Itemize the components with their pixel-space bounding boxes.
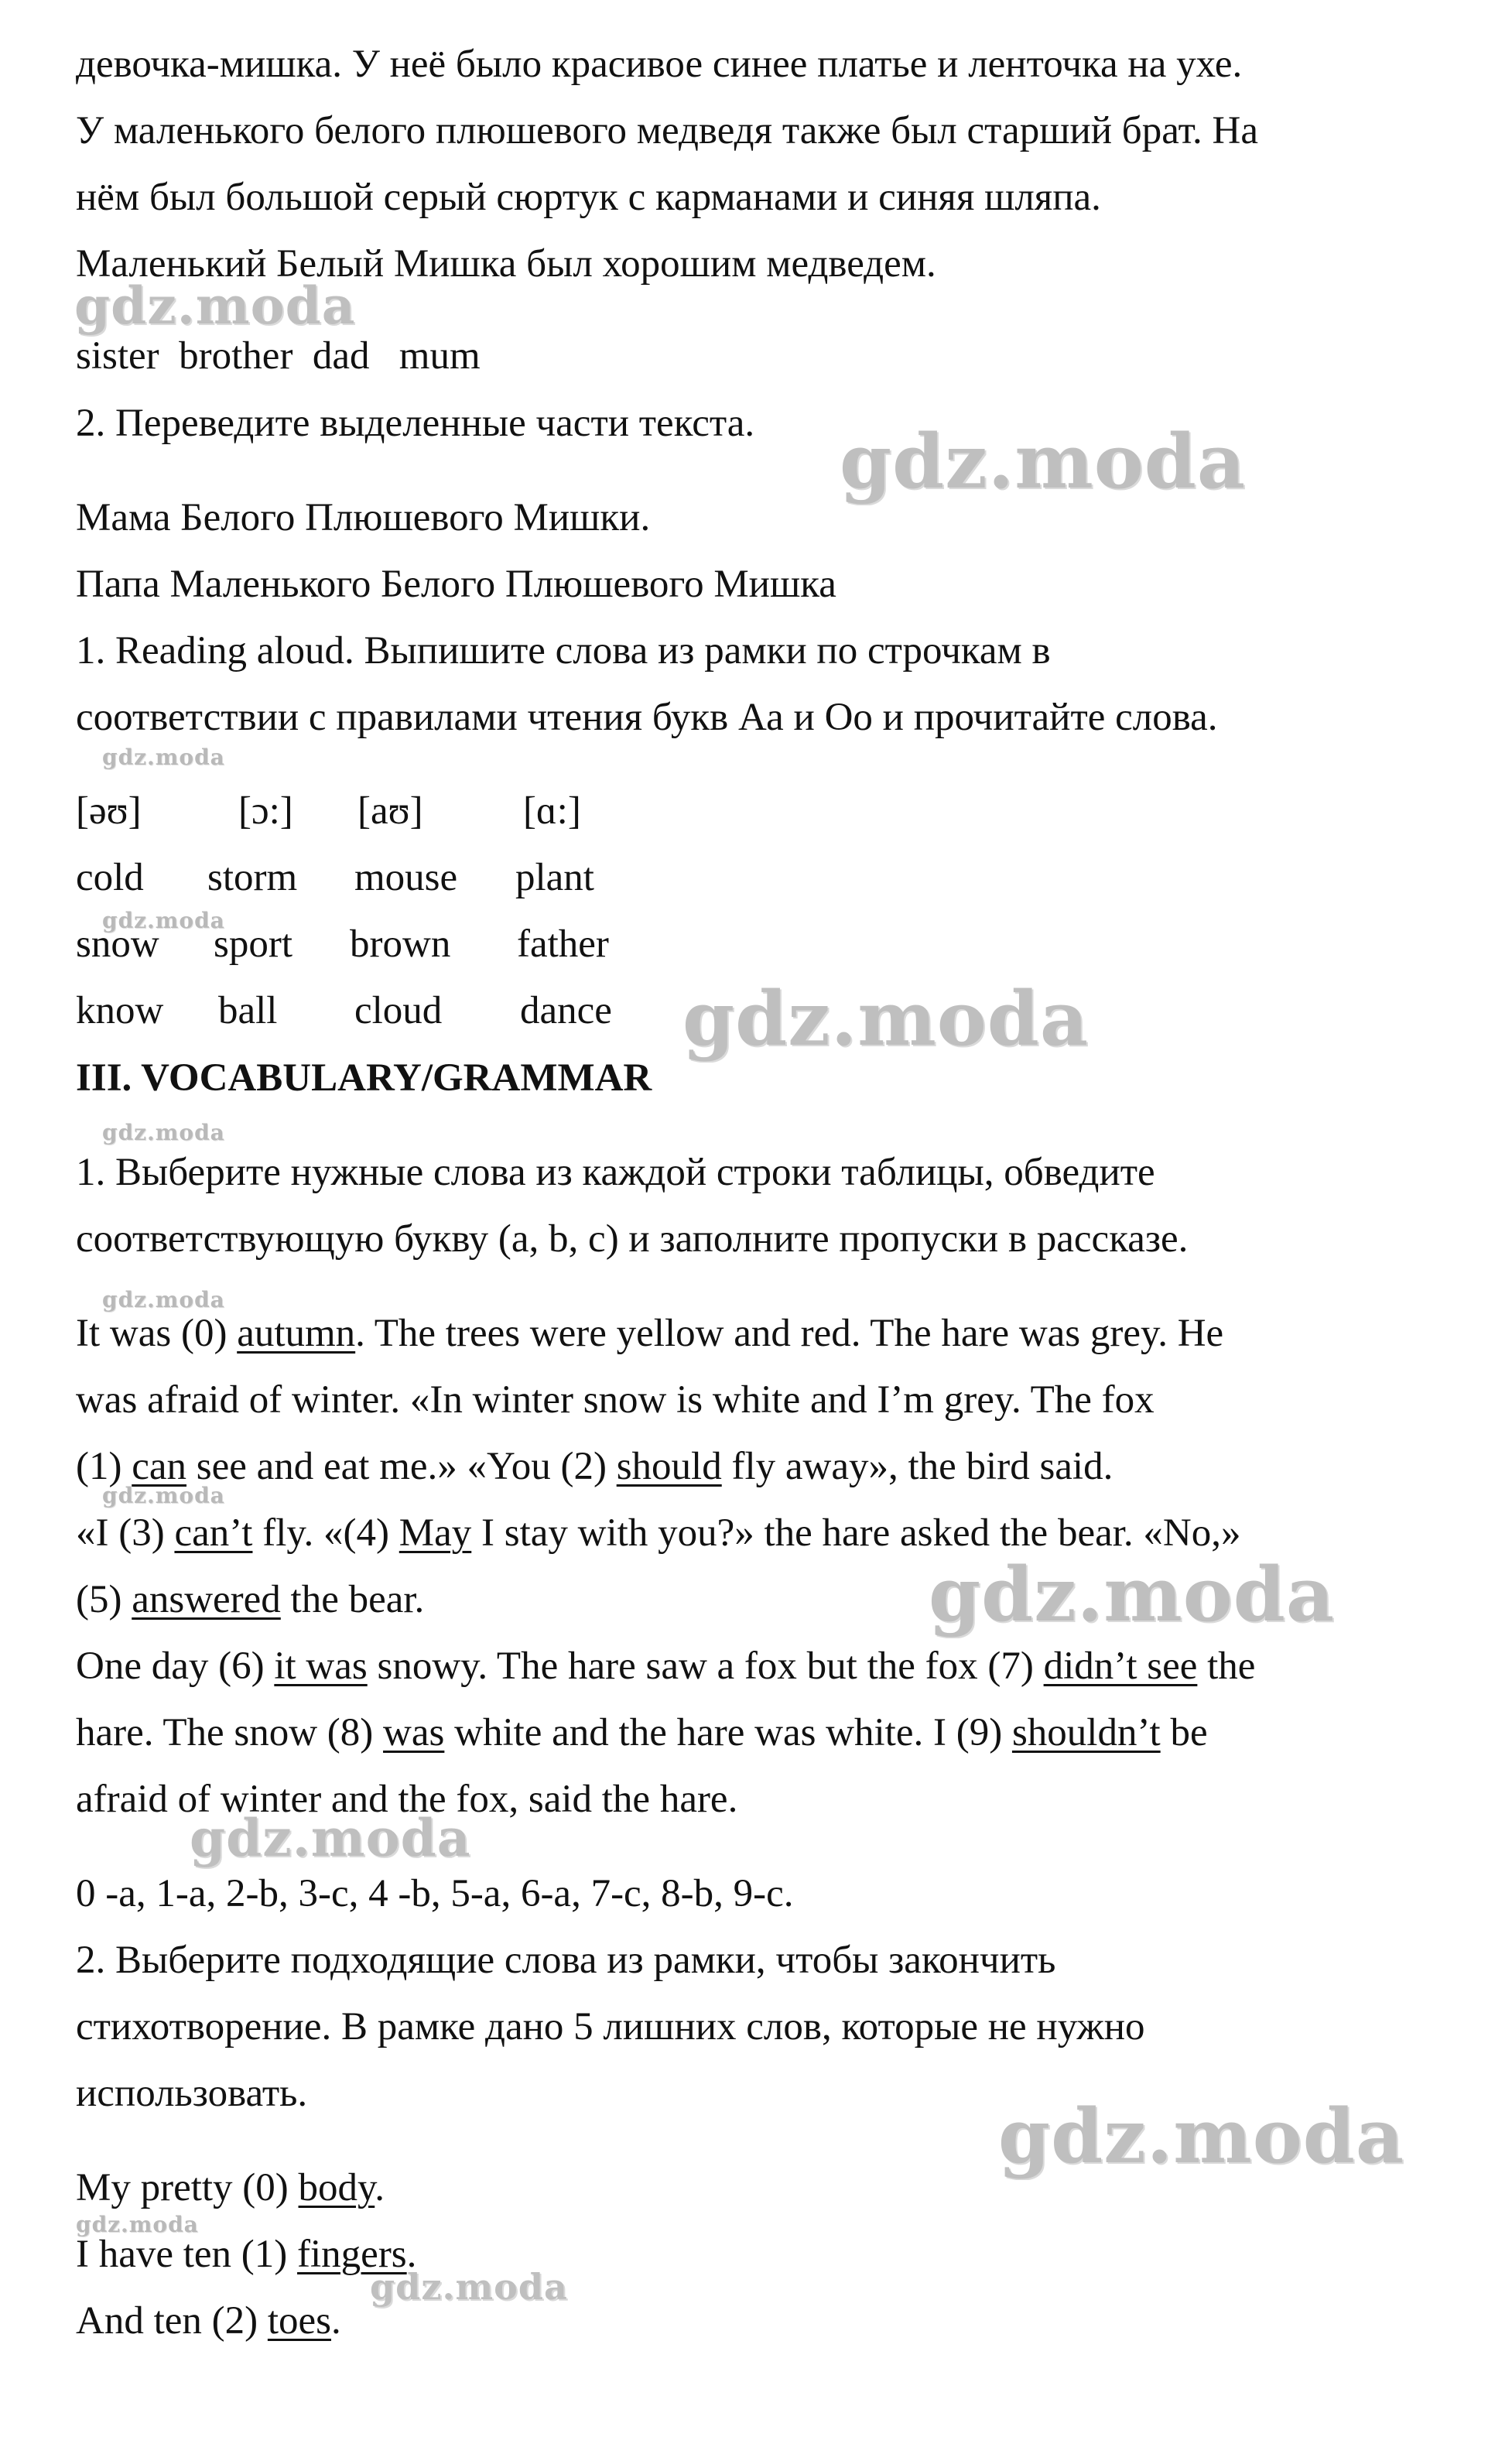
answer-blank: was xyxy=(383,1711,445,1754)
vocab1-story-line: was afraid of winter. «In winter snow is white and I’m grey. The fox xyxy=(76,1378,1155,1422)
watermark: gdz.moda xyxy=(102,1483,225,1508)
vocab1-story-line: (1) can see and eat me.» «You (2) should fly away», the bird said. xyxy=(76,1445,1113,1488)
word-cell: snow xyxy=(76,922,159,966)
answer-blank: shouldn’t xyxy=(1011,1711,1161,1754)
watermark: gdz.moda xyxy=(190,1808,471,1868)
answer-blank: didn’t see xyxy=(1043,1645,1198,1688)
story-line: Маленький Белый Мишка был хорошим медведем. xyxy=(76,242,936,286)
vocab1-story-line: «I (3) can’t fly. «(4) May I stay with you?» the hare asked the bear. «No,» xyxy=(76,1511,1241,1555)
sound-header: [ɔ:] xyxy=(238,789,293,833)
vocab1-instruction: соответствующую букву (a, b, c) и заполните пропуски в рассказе. xyxy=(76,1217,1189,1261)
answer-blank: body xyxy=(298,2166,375,2209)
answer-blank: fingers xyxy=(297,2233,407,2276)
family-words: sister brother dad mum xyxy=(76,334,481,378)
vocab1-story-line: afraid of winter and the fox, said the hare. xyxy=(76,1778,738,1821)
poem-line: My pretty (0) body. xyxy=(76,2166,385,2209)
story-line: У маленького белого плюшевого медведя также был старший брат. На xyxy=(76,109,1258,152)
poem-line: I have ten (1) fingers. xyxy=(76,2233,417,2276)
vocab2-instruction: стихотворение. В рамке дано 5 лишних слов, которые не нужно xyxy=(76,2005,1145,2048)
word-cell: father xyxy=(517,922,609,966)
vocab1-story-line: (5) answered the bear. xyxy=(76,1578,425,1621)
story-line: девочка-мишка. У неё было красивое синее платье и ленточка на ухе. xyxy=(76,43,1243,86)
sound-header: [ɑ:] xyxy=(523,789,581,833)
answer-blank: toes xyxy=(267,2299,332,2343)
watermark: gdz.moda xyxy=(998,2093,1405,2180)
answer-blank: autumn xyxy=(237,1312,356,1355)
answer-blank: it was xyxy=(274,1645,368,1688)
watermark: gdz.moda xyxy=(929,1551,1336,1638)
poem-line: And ten (2) toes. xyxy=(76,2299,341,2343)
vocab1-instruction: 1. Выберите нужные слова из каждой строки таблицы, обведите xyxy=(76,1151,1155,1194)
watermark: gdz.moda xyxy=(840,418,1247,505)
watermark: gdz.moda xyxy=(102,908,225,933)
task2-answer: Папа Маленького Белого Плюшевого Мишка xyxy=(76,563,836,606)
word-cell: storm xyxy=(207,856,298,899)
watermark: gdz.moda xyxy=(682,975,1090,1063)
watermark: gdz.moda xyxy=(74,276,356,336)
sound-header: [əʊ] xyxy=(76,789,142,833)
word-cell: plant xyxy=(515,856,594,899)
vocab1-story-line: It was (0) autumn. The trees were yellow and red. The hare was grey. He xyxy=(76,1312,1224,1355)
watermark: gdz.moda xyxy=(102,1120,225,1145)
vocab2-instruction: использовать. xyxy=(76,2072,308,2115)
reading-instruction: 1. Reading aloud. Выпишите слова из рамки по строчкам в xyxy=(76,629,1051,673)
watermark: gdz.moda xyxy=(102,744,225,770)
watermark: gdz.moda xyxy=(76,2212,199,2237)
answer-blank: May xyxy=(399,1511,472,1555)
task2-answer: Мама Белого Плюшевого Мишки. xyxy=(76,496,651,539)
vocab1-answer-key: 0 -a, 1-a, 2-b, 3-c, 4 -b, 5-a, 6-a, 7-c, 8-b, 9-c. xyxy=(76,1872,794,1915)
vocab1-story-line: hare. The snow (8) was white and the hare was white. I (9) shouldn’t be xyxy=(76,1711,1208,1754)
vocab1-story-line: One day (6) it was snowy. The hare saw a fox but the fox (7) didn’t see the xyxy=(76,1645,1256,1688)
watermark: gdz.moda xyxy=(102,1287,225,1313)
story-line: нём был большой серый сюртук с карманами и синяя шляпа. xyxy=(76,176,1101,219)
answer-blank: answered xyxy=(132,1578,281,1621)
answer-blank: should xyxy=(616,1445,722,1488)
answer-blank: can xyxy=(132,1445,186,1488)
sound-header: [aʊ] xyxy=(357,789,423,833)
section-title: III. VOCABULARY/GRAMMAR xyxy=(76,1056,652,1100)
word-cell: dance xyxy=(520,989,612,1032)
word-cell: cold xyxy=(76,856,144,899)
word-cell: brown xyxy=(350,922,451,966)
answer-blank: can’t xyxy=(174,1511,253,1555)
watermark: gdz.moda xyxy=(370,2266,568,2308)
word-cell: know xyxy=(76,989,164,1032)
reading-instruction: соответствии с правилами чтения букв Аа и Оо и прочитайте слова. xyxy=(76,696,1218,739)
vocab2-instruction: 2. Выберите подходящие слова из рамки, чтобы закончить xyxy=(76,1939,1056,1982)
word-cell: ball xyxy=(218,989,278,1032)
word-cell: cloud xyxy=(354,989,443,1032)
task2-heading: 2. Переведите выделенные части текста. xyxy=(76,402,755,445)
word-cell: mouse xyxy=(354,856,458,899)
word-cell: sport xyxy=(214,922,292,966)
